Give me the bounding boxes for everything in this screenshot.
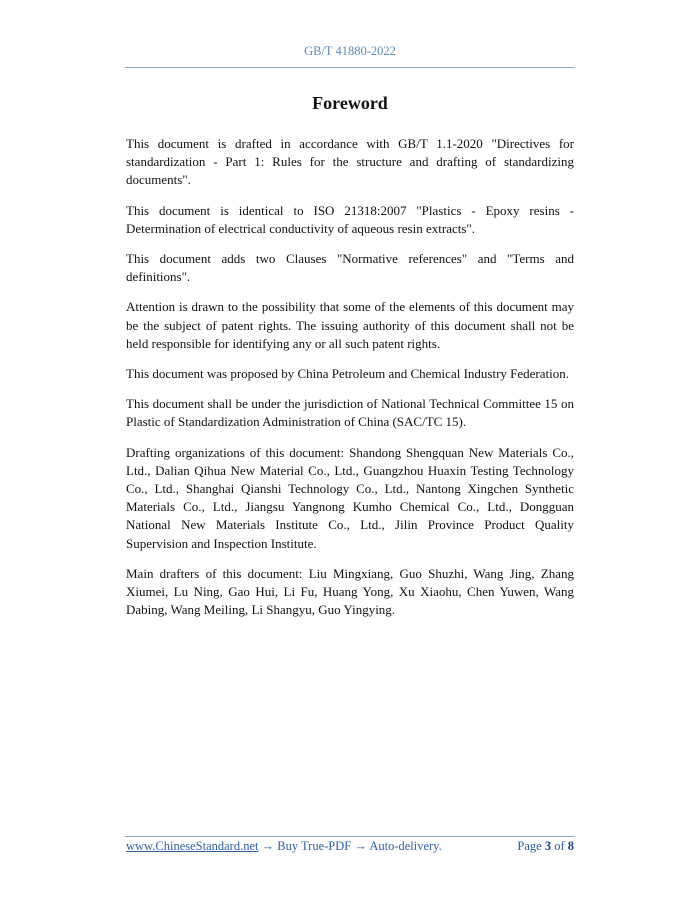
paragraph-drafting-organizations: Drafting organizations of this document: Shandong Shengquan New Materials Co., Ltd., Dalian Qihua New Material Co., Ltd., Guangzhou Huaxin Testing Technology Co., Ltd., Shanghai Qianshi Technology Co., Ltd., Nantong Xingchen Synthetic Materials Co., Ltd., Jiangsu Yangnong Kumho Chemical Co., Ltd., Dongguan National New Materials Institute Co., Ltd., Jilin Province Product Quality Supervision and Inspection Institute. (126, 444, 574, 551)
website-link[interactable]: www.ChineseStandard.net (126, 839, 259, 853)
page-indicator (517, 839, 574, 854)
page-title: Foreword (312, 93, 388, 113)
arrow-right-icon: → (261, 839, 275, 853)
paragraph-proposer: This document was proposed by China Petroleum and Chemical Industry Federation. (126, 366, 569, 382)
arrow-right-icon: → (354, 839, 367, 853)
auto-delivery-text: Auto-delivery. (369, 839, 442, 853)
foreword-body (126, 135, 574, 631)
page-current: 3 (544, 839, 552, 853)
paragraph-main-drafters: Main drafters of this document: Liu Mingxiang, Guo Shuzhi, Wang Jing, Zhang Xiumei, Lu Ning, Gao Hui, Li Fu, Huang Yong, Xu Xiaohu, Chen Yuwen, Wang Dabing, Wang Meiling, Li Shangyu, Guo Yingying. (126, 565, 574, 618)
page-label: Page (517, 839, 542, 853)
footer-divider (125, 836, 575, 837)
page-total: 8 (567, 839, 574, 853)
document-code-header: GB/T 41880-2022 (304, 44, 396, 58)
paragraph-drafting-rules: This document is drafted in accordance with GB/T 1.1-2020 "Directives for standardization - Part 1: Rules for the structure and drafting of standardizing documents". (126, 136, 574, 188)
paragraph-patent-notice: Attention is drawn to the possibility that some of the elements of this document may be the subject of patent rights. The issuing authority of this document shall not be held responsible for identifying any or all such patent rights. (126, 299, 574, 351)
paragraph-jurisdiction: This document shall be under the jurisdiction of National Technical Committee 15 on Plastic of Standardization Administration of China (SAC/TC 15). (126, 396, 574, 430)
buy-pdf-text: Buy True-PDF (277, 839, 352, 853)
header-divider (125, 67, 575, 68)
paragraph-iso-identity: This document is identical to ISO 21318:2007 "Plastics - Epoxy resins - Determination of electrical conductivity of aqueous resin extracts". (126, 202, 574, 236)
paragraph-added-clauses: This document adds two Clauses "Normative references" and "Terms and definitions". (126, 251, 574, 285)
page-of-label: of (554, 839, 565, 853)
footer-promo (126, 839, 442, 854)
